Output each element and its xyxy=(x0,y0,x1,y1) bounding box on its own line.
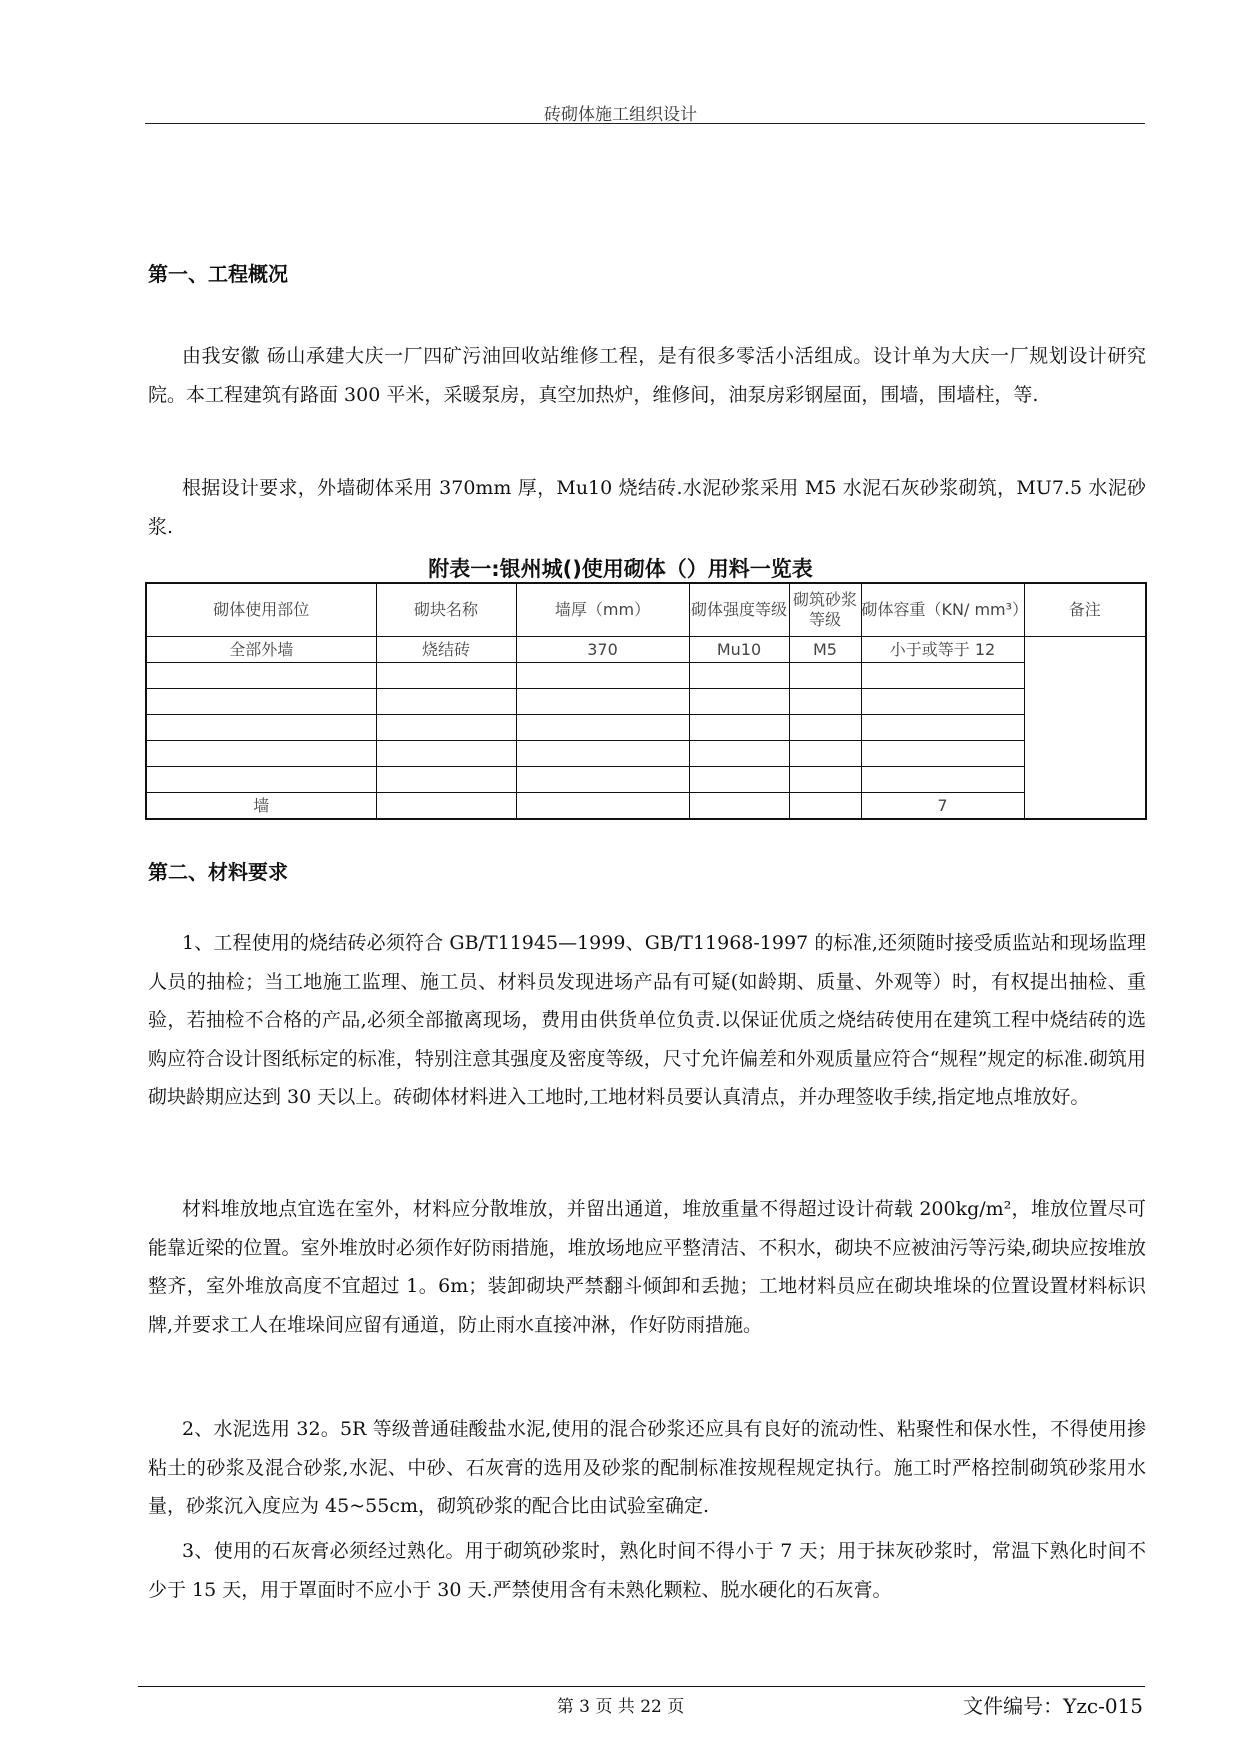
column-header: 备注 xyxy=(1024,583,1146,637)
page-number: 第 3 页 共 22 页 xyxy=(556,1697,685,1717)
table-cell xyxy=(146,715,376,741)
table-cell xyxy=(689,741,789,767)
table-cell xyxy=(689,663,789,689)
table-header-row xyxy=(146,583,1146,637)
table-cell xyxy=(516,715,689,741)
table-cell xyxy=(516,767,689,793)
table-cell xyxy=(789,767,861,793)
column-header: 砌体容重（KN/ mm³） xyxy=(861,583,1024,637)
materials-table xyxy=(145,582,1147,820)
table-cell xyxy=(861,741,1024,767)
table-row xyxy=(146,767,1146,793)
paragraph: 2、水泥选用 32。5R 等级普通硅酸盐水泥,使用的混合砂浆还应具有良好的流动性、粘聚性和保水性，不得使用掺粘土的砂浆及混合砂浆,水泥、中砂、石灰膏的选用及砂浆的配制标准按规程规定执行。施工时严格控制砌筑砂浆用水量，砂浆沉入度应为 45~55cm，砌筑砂浆的配合比由试验室确定. xyxy=(148,1418,1146,1517)
table-cell xyxy=(789,689,861,715)
section-heading-overview: 第一、工程概况 xyxy=(148,262,288,286)
table-cell xyxy=(516,689,689,715)
table-row xyxy=(146,663,1146,689)
table-cell xyxy=(861,715,1024,741)
table-cell xyxy=(146,767,376,793)
table-cell xyxy=(376,767,516,793)
table-row xyxy=(146,689,1146,715)
table-caption: 附表一:银州城()使用砌体（）用料一览表 xyxy=(428,557,813,581)
table-cell: 7 xyxy=(861,793,1024,820)
table-cell xyxy=(689,793,789,820)
table-cell xyxy=(861,689,1024,715)
section-heading-materials: 第二、材料要求 xyxy=(148,860,288,884)
table-cell: 烧结砖 xyxy=(376,637,516,663)
footer-rule xyxy=(138,1686,1145,1687)
table-row xyxy=(146,715,1146,741)
table-cell xyxy=(376,793,516,820)
paragraph: 3、使用的石灰膏必须经过熟化。用于砌筑砂浆时，熟化时间不得小于 7 天；用于抹灰砂浆时，常温下熟化时间不少于 15 天，用于罩面时不应小于 30 天.严禁使用含有未熟化颗粒、脱水硬化的石灰膏。 xyxy=(148,1540,1146,1601)
paragraph: 1、工程使用的烧结砖必须符合 GB/T11945—1999、GB/T11968-1997 的标准,还须随时接受质监站和现场监理人员的抽检；当工地施工监理、施工员、材料员发现进场产品有可疑(如龄期、质量、外观等）时，有权提出抽检、重验，若抽检不合格的产品,必须全部撤离现场，费用由供货单位负责.以保证优质之烧结砖使用在建筑工程中烧结砖的选购应符合设计图纸标定的标准，特别注意其强度及密度等级，尺寸允许偏差和外观质量应符合“规程”规定的标准.砌筑用砌块龄期应达到 30 天以上。砖砌体材料进入工地时,工地材料员要认真清点，并办理签收手续,指定地点堆放好。 xyxy=(148,932,1146,1108)
table-cell xyxy=(789,663,861,689)
table-cell xyxy=(789,741,861,767)
column-header: 砌块名称 xyxy=(376,583,516,637)
page-header-title: 砖砌体施工组织设计 xyxy=(544,105,697,125)
column-header: 墙厚（mm） xyxy=(516,583,689,637)
table-cell xyxy=(376,741,516,767)
table-cell: 370 xyxy=(516,637,689,663)
paragraph: 材料堆放地点宜选在室外，材料应分散堆放，并留出通道，堆放重量不得超过设计荷载 200kg/m²，堆放位置尽可能靠近梁的位置。室外堆放时必须作好防雨措施，堆放场地应平整清洁、不积水，砌块不应被油污等污染,砌块应按堆放整齐，室外堆放高度不宜超过 1。6m；装卸砌块严禁翻斗倾卸和丢抛；工地材料员应在砌块堆垛的位置设置材料标识牌,并要求工人在堆垛间应留有通道，防止雨水直接冲淋，作好防雨措施。 xyxy=(148,1198,1146,1336)
table-cell xyxy=(789,715,861,741)
column-header: 砌体强度等级 xyxy=(689,583,789,637)
table-row xyxy=(146,741,1146,767)
table-cell xyxy=(376,689,516,715)
table-cell xyxy=(689,715,789,741)
table-cell xyxy=(861,767,1024,793)
table-cell xyxy=(689,689,789,715)
table-cell xyxy=(516,793,689,820)
table-cell xyxy=(861,663,1024,689)
table-cell xyxy=(516,741,689,767)
table-cell: 全部外墙 xyxy=(146,637,376,663)
table-cell xyxy=(146,689,376,715)
paragraph: 由我安徽 砀山承建大庆一厂四矿污油回收站维修工程，是有很多零活小活组成。设计单为大庆一厂规划设计研究院。本工程建筑有路面 300 平米，采暖泵房，真空加热炉，维修间，油泵房彩钢屋面，围墙，围墙柱，等. xyxy=(148,345,1146,406)
document-number: 文件编号：Yzc-015 xyxy=(963,1694,1143,1718)
table-cell xyxy=(689,767,789,793)
table-cell xyxy=(376,715,516,741)
table-cell xyxy=(516,663,689,689)
table-cell xyxy=(789,793,861,820)
header-rule xyxy=(145,123,1145,124)
paragraph: 根据设计要求，外墙砌体采用 370mm 厚，Mu10 烧结砖.水泥砂浆采用 M5 水泥石灰砂浆砌筑，MU7.5 水泥砂浆. xyxy=(148,477,1146,538)
table-cell xyxy=(376,663,516,689)
remarks-cell xyxy=(1024,637,1146,820)
column-header: 砌体使用部位 xyxy=(146,583,376,637)
table-cell: Mu10 xyxy=(689,637,789,663)
table-row xyxy=(146,793,1146,820)
table-row xyxy=(146,637,1146,663)
table-cell: 墙 xyxy=(146,793,376,820)
column-header: 砌筑砂浆等级 xyxy=(789,583,861,637)
table-cell: M5 xyxy=(789,637,861,663)
table-cell xyxy=(146,663,376,689)
table-cell xyxy=(146,741,376,767)
table-cell: 小于或等于 12 xyxy=(861,637,1024,663)
